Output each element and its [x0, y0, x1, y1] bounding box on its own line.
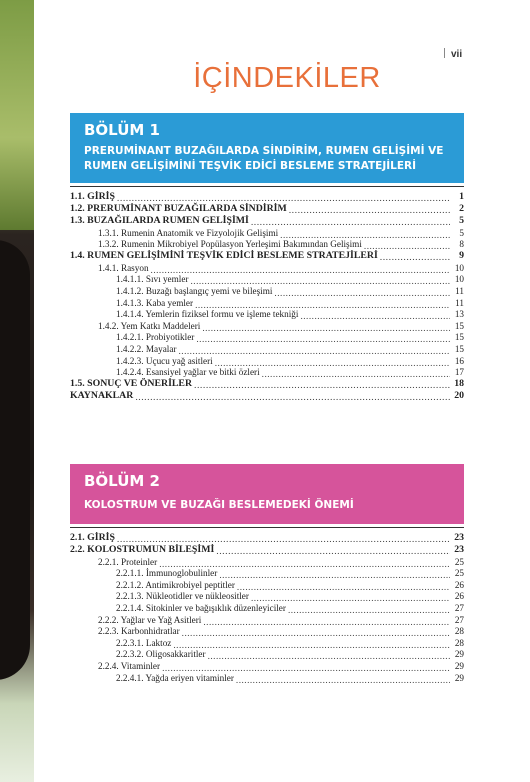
- toc-entry-page: 16: [454, 355, 464, 366]
- dot-leader: [380, 252, 450, 261]
- toc-entry-page: 17: [454, 367, 464, 378]
- toc-entry[interactable]: [70, 226, 464, 238]
- toc-entry-title: 1.4.1.2. Buzağı başlangıç yemi ve bileşimi: [116, 285, 273, 296]
- toc-entry-title: 1.4.1.3. Kaba yemler: [116, 297, 194, 308]
- toc-entry-title: 2.2.1.1. İmmunoglobulinler: [116, 568, 218, 579]
- dot-leader: [236, 674, 450, 683]
- toc-entry-page: 29: [454, 672, 464, 683]
- chapter-1-subtitle-line2: RUMEN GELİŞİMİNİ TEŞVİK EDİCİ BESLEME STRATEJİLERİ: [84, 160, 417, 172]
- dot-leader: [194, 380, 450, 389]
- toc-entry-title: 1.4.2.1. Probiyotikler: [116, 332, 195, 343]
- toc-entry-title: 2.2.1.3. Nükleotidler ve nükleositler: [116, 591, 249, 602]
- toc-entry[interactable]: [70, 319, 464, 331]
- toc-entry-title: 2.2.3. Karbonhidratlar: [98, 626, 180, 637]
- dot-leader: [262, 368, 450, 377]
- toc-entry-title: 1.4.2.4. Esansiyel yağlar ve bitki özleri: [116, 367, 260, 378]
- toc-entry-title: 1.4.2.2. Mayalar: [116, 343, 177, 354]
- cover-photo-strip: [0, 0, 34, 782]
- dot-leader: [159, 558, 450, 567]
- toc-entry-page: 9: [459, 250, 464, 262]
- toc-entry-title: 1.4. RUMEN GELİŞİMİNİ TEŞVİK EDİCİ BESLEME STRATEJİLERİ: [70, 250, 378, 262]
- page-number-text: vii: [451, 49, 463, 60]
- toc-entry-page: 15: [454, 320, 464, 331]
- dot-leader: [173, 639, 450, 648]
- dot-leader: [117, 534, 450, 543]
- toc-entry[interactable]: [70, 238, 464, 250]
- toc-entry[interactable]: [70, 284, 464, 296]
- dot-leader: [151, 264, 450, 273]
- toc-entry[interactable]: [70, 671, 464, 683]
- dot-leader: [182, 627, 450, 636]
- toc-entry[interactable]: [70, 331, 464, 343]
- chapter-1-toc-list: [70, 186, 464, 401]
- toc-entry[interactable]: [70, 659, 464, 671]
- toc-entry-page: 15: [454, 343, 464, 354]
- toc-entry[interactable]: [70, 648, 464, 660]
- toc-entry-page: 27: [454, 614, 464, 625]
- dot-leader: [117, 193, 450, 202]
- toc-entry-page: 27: [454, 602, 464, 613]
- toc-entry[interactable]: [70, 261, 464, 273]
- dot-leader: [215, 357, 450, 366]
- toc-entry-page: 5: [459, 215, 464, 226]
- toc-entry-page: 28: [454, 637, 464, 648]
- dot-leader: [203, 616, 450, 625]
- toc-entry[interactable]: [70, 342, 464, 354]
- dot-leader: [190, 275, 450, 284]
- toc-entry-title: 1.5. SONUÇ VE ÖNERİLER: [70, 378, 193, 390]
- toc-entry[interactable]: [70, 578, 464, 590]
- toc-entry-title: 1.2. PRERUMİNANT BUZAĞILARDA SİNDİRİM: [70, 203, 287, 214]
- chapter-1-number: BÖLÜM 1: [84, 121, 160, 139]
- chapter-2-toc-list: [70, 527, 464, 683]
- dot-leader: [216, 546, 450, 555]
- page-title: İÇİNDEKİLER: [193, 62, 381, 94]
- toc-entry-page: 11: [455, 285, 464, 296]
- toc-entry-page: 13: [454, 309, 464, 320]
- toc-entry-title: 2.2.3.2. Oligosakkaritler: [116, 649, 206, 660]
- dot-leader: [364, 240, 450, 249]
- toc-entry-page: 25: [454, 556, 464, 567]
- toc-entry[interactable]: [70, 613, 464, 625]
- toc-entry-page: 26: [454, 591, 464, 602]
- toc-entry-title: 1.3. BUZAĞILARDA RUMEN GELİŞİMİ: [70, 215, 249, 226]
- toc-entry-title: 1.1. GİRİŞ: [70, 191, 115, 202]
- toc-entry-page: 23: [454, 544, 464, 555]
- toc-entry-page: 10: [454, 274, 464, 285]
- grass-image: [0, 0, 34, 230]
- dot-leader: [237, 581, 450, 590]
- toc-entry-title: 1.4.2. Yem Katkı Maddeleri: [98, 320, 201, 331]
- toc-entry[interactable]: [70, 366, 464, 378]
- toc-entry[interactable]: [70, 625, 464, 637]
- toc-entry-page: 29: [454, 649, 464, 660]
- dot-leader: [178, 345, 450, 354]
- dot-leader: [202, 322, 450, 331]
- toc-entry[interactable]: [70, 531, 464, 543]
- toc-entry-title: 1.4.1. Rasyon: [98, 262, 149, 273]
- toc-entry[interactable]: [70, 567, 464, 579]
- page-number: [444, 48, 462, 60]
- toc-entry-page: 20: [454, 390, 464, 402]
- dot-leader: [300, 310, 450, 319]
- toc-entry-page: 10: [454, 262, 464, 273]
- toc-entry[interactable]: [70, 354, 464, 366]
- dot-leader: [162, 662, 450, 671]
- toc-entry[interactable]: [70, 202, 464, 214]
- toc-entry[interactable]: [70, 543, 464, 555]
- toc-entry-page: 18: [454, 378, 464, 390]
- toc-entry[interactable]: [70, 214, 464, 226]
- toc-entry-title: 2.2.1.2. Antimikrobiyel peptitler: [116, 579, 235, 590]
- chapter-2-subtitle: KOLOSTRUM VE BUZAĞI BESLEMEDEKİ ÖNEMİ: [84, 499, 354, 511]
- dot-leader: [196, 333, 450, 342]
- toc-entry-page: 15: [454, 332, 464, 343]
- dot-leader: [135, 392, 450, 401]
- chapter-1-subtitle-line1: PRERUMİNANT BUZAĞILARDA SİNDİRİM, RUMEN GELİŞİMİ VE: [84, 145, 444, 157]
- toc-entry-title: 1.4.1.1. Sıvı yemler: [116, 274, 189, 285]
- chapter-1-header: [70, 113, 464, 183]
- toc-entry-title: 2.2.1. Proteinler: [98, 556, 158, 567]
- toc-entry-page: 2: [459, 203, 464, 214]
- dot-leader: [195, 299, 450, 308]
- toc-entry[interactable]: [70, 636, 464, 648]
- dot-leader: [274, 287, 450, 296]
- chapter-2-number: BÖLÜM 2: [84, 472, 160, 490]
- toc-entry-page: 1: [459, 191, 464, 202]
- toc-entry-title: 2.2.2. Yağlar ve Yağ Asitleri: [98, 614, 202, 625]
- toc-entry-title: 1.4.2.3. Uçucu yağ asitleri: [116, 355, 213, 366]
- toc-entry[interactable]: [70, 308, 464, 320]
- toc-entry[interactable]: [70, 377, 464, 389]
- toc-entry[interactable]: [70, 249, 464, 261]
- toc-entry-title: 2.2. KOLOSTRUMUN BİLEŞİMİ: [70, 544, 215, 555]
- toc-entry[interactable]: [70, 601, 464, 613]
- toc-entry-title: 2.2.3.1. Laktoz: [116, 637, 172, 648]
- toc-entry-page: 23: [454, 532, 464, 543]
- toc-entry-page: 25: [454, 568, 464, 579]
- toc-entry-page: 8: [459, 239, 464, 250]
- toc-entry-title: 2.1. GİRİŞ: [70, 532, 115, 543]
- toc-entry-page: 11: [455, 297, 464, 308]
- toc-entry[interactable]: [70, 555, 464, 567]
- toc-entry-title: 1.4.1.4. Yemlerin fiziksel formu ve işleme tekniği: [116, 309, 299, 320]
- toc-entry-page: 28: [454, 626, 464, 637]
- toc-entry-page: 26: [454, 579, 464, 590]
- calf-image: [0, 240, 30, 680]
- toc-entry[interactable]: [70, 389, 464, 401]
- toc-entry[interactable]: [70, 590, 464, 602]
- dot-leader: [289, 205, 450, 214]
- toc-entry-title: 2.2.4.1. Yağda eriyen vitaminler: [116, 672, 234, 683]
- toc-entry[interactable]: [70, 190, 464, 202]
- dot-leader: [208, 650, 450, 659]
- toc-entry-title: 2.2.1.4. Sitokinler ve bağışıklık düzenleyiciler: [116, 602, 286, 613]
- toc-entry[interactable]: [70, 296, 464, 308]
- toc-entry-title: 1.3.2. Rumenin Mikrobiyel Popülasyon Yerleşimi Bakımından Gelişimi: [98, 239, 362, 250]
- dot-leader: [251, 217, 450, 226]
- dot-leader: [219, 569, 450, 578]
- toc-entry-page: 29: [454, 660, 464, 671]
- toc-entry[interactable]: [70, 273, 464, 285]
- dot-leader: [251, 592, 450, 601]
- dot-leader: [280, 229, 450, 238]
- toc-entry-title: KAYNAKLAR: [70, 390, 134, 402]
- dot-leader: [288, 604, 450, 613]
- toc-entry-page: 5: [459, 227, 464, 238]
- chapter-2-header: [70, 464, 464, 524]
- toc-entry-title: 1.3.1. Rumenin Anatomik ve Fizyolojik Gelişimi: [98, 227, 279, 238]
- toc-entry-title: 2.2.4. Vitaminler: [98, 660, 161, 671]
